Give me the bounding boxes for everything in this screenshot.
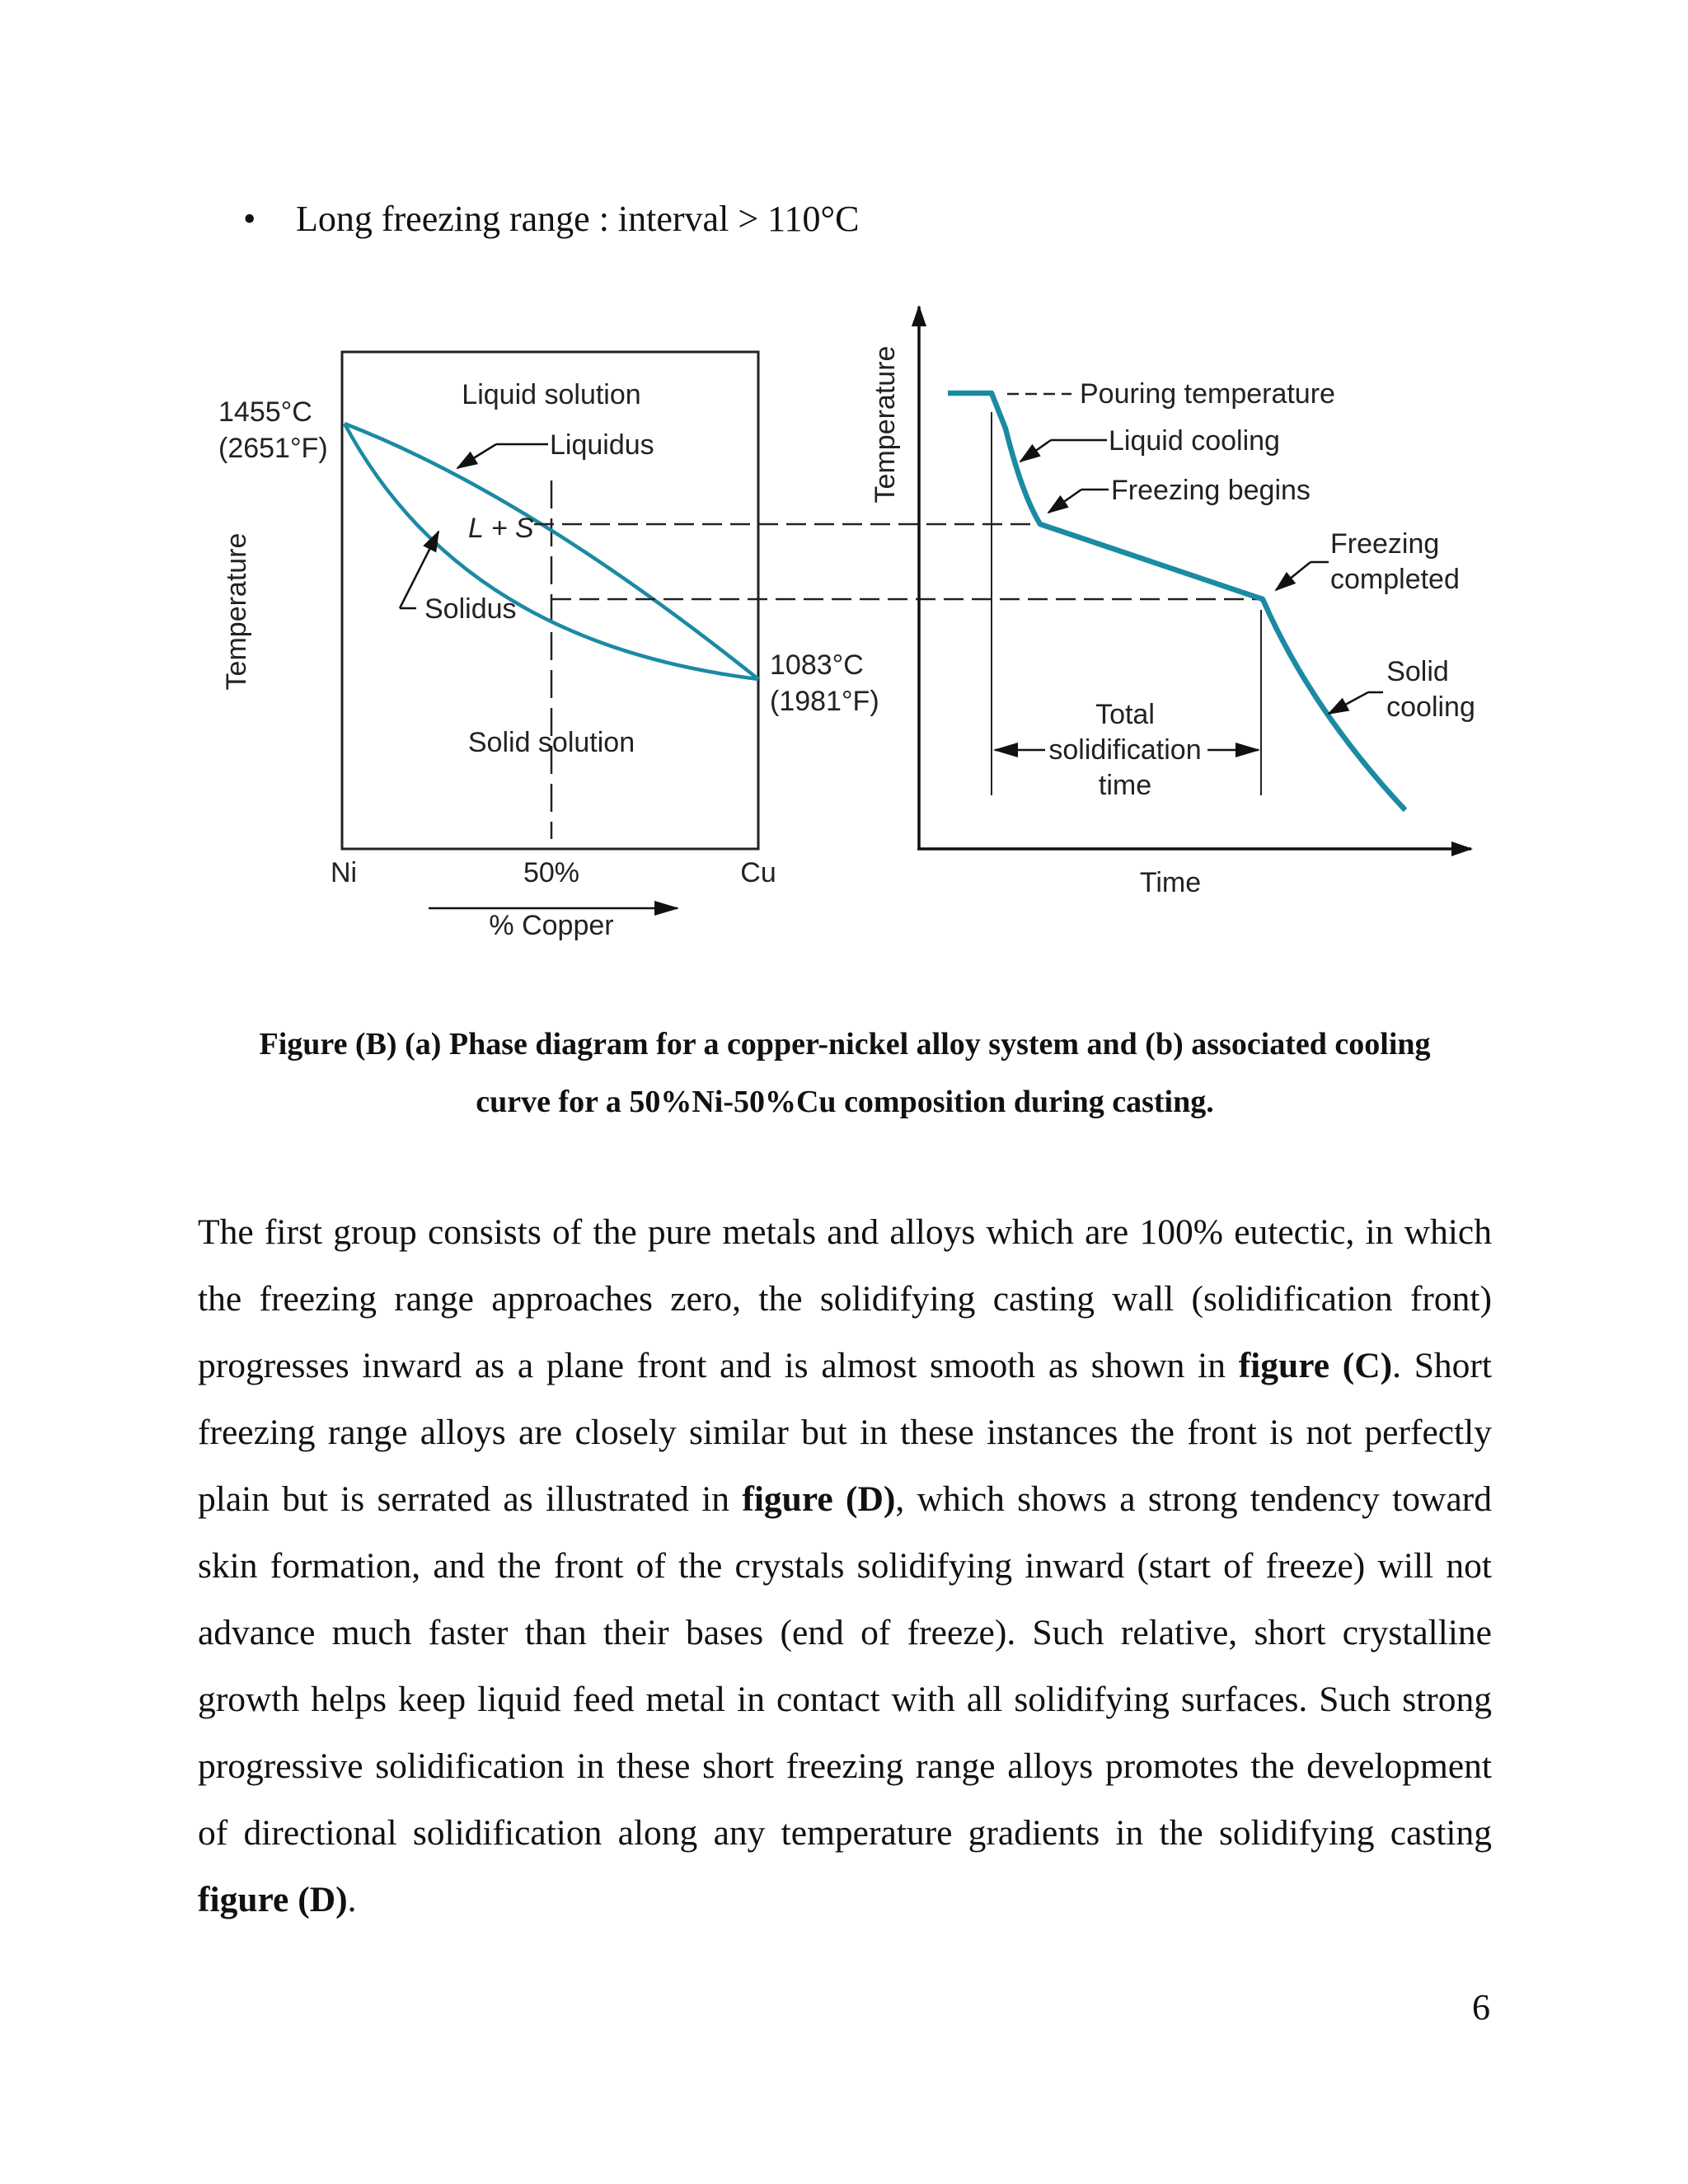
freezing-completed-line2: completed bbox=[1330, 564, 1460, 595]
liquid-solution-label: Liquid solution bbox=[462, 379, 641, 410]
pouring-temperature-label: Pouring temperature bbox=[1080, 378, 1335, 410]
cooling-x-axis-label: Time bbox=[1139, 867, 1202, 898]
body-paragraph bbox=[198, 1199, 1492, 1933]
liquid-cooling-arrow bbox=[1020, 440, 1051, 462]
liquidus-arrow bbox=[457, 444, 496, 468]
paragraph-end: . bbox=[347, 1880, 357, 1919]
phase-y-axis-label: Temperature bbox=[221, 532, 252, 691]
total-time-line1: Total bbox=[1095, 699, 1155, 730]
bullet-text: Long freezing range : interval > 110°C bbox=[296, 199, 860, 239]
caption-line-2: curve for a 50%Ni-50%Cu composition during casting. bbox=[476, 1085, 1214, 1119]
paragraph-part-3: , which shows a strong tendency toward skin formation, and the front of the crystals solidifying inward (start of freeze) will not advance much faster than their bases (end of freeze). Such relative, short crystalline growth helps keep liquid feed metal in contact with all solidifying surfaces. Such strong progressive solidification in these short freezing range alloys promotes the development of directional solidification along any temperature gradients in the solidifying casting bbox=[198, 1479, 1492, 1853]
phase-diagram bbox=[218, 352, 879, 941]
caption-line-1: Figure (B) (a) Phase diagram for a copper-nickel alloy system and (b) associated cooling bbox=[259, 1027, 1431, 1062]
freezing-begins-label: Freezing begins bbox=[1111, 475, 1311, 506]
cooling-y-axis-label: Temperature bbox=[870, 345, 901, 504]
top-temp-celsius: 1455°C bbox=[218, 396, 312, 428]
figure-b-svg bbox=[0, 0, 1688, 989]
x-tick-ni: Ni bbox=[330, 857, 358, 888]
solid-solution-label: Solid solution bbox=[467, 727, 635, 758]
solid-cooling-arrow bbox=[1329, 692, 1368, 714]
cooling-curve bbox=[870, 307, 1475, 898]
figure-d-reference-1: figure (D) bbox=[742, 1479, 896, 1519]
paragraph-part-2: . Short freezing range alloys are closely similar but in these instances the front is not perfectly plain but is serrated as illustrated in bbox=[198, 1346, 1493, 1519]
solid-cooling-line1: Solid bbox=[1386, 656, 1449, 687]
liquidus-label: Liquidus bbox=[550, 429, 654, 461]
figure-b bbox=[0, 0, 1688, 989]
two-phase-label: L + S bbox=[468, 513, 534, 544]
bottom-temp-fahrenheit: (1981°F) bbox=[770, 686, 879, 717]
top-temp-fahrenheit: (2651°F) bbox=[218, 433, 328, 464]
paragraph-part-1: The first group consists of the pure metals and alloys which are 100% eutectic, in which the freezing range approaches zero, the solidifying casting wall (solidification front) progresses inward as a plane front and is almost smooth as shown in bbox=[198, 1212, 1492, 1385]
figure-c-reference: figure (C) bbox=[1238, 1346, 1393, 1385]
freezing-begins-arrow bbox=[1048, 490, 1081, 513]
x-tick-50: 50% bbox=[523, 857, 580, 888]
solidus-label: Solidus bbox=[424, 593, 517, 625]
x-tick-cu: Cu bbox=[740, 857, 776, 888]
bullet-symbol: • bbox=[243, 199, 256, 239]
figure-d-reference-2: figure (D) bbox=[198, 1880, 348, 1919]
bottom-temp-celsius: 1083°C bbox=[770, 649, 864, 681]
liquid-cooling-label: Liquid cooling bbox=[1109, 425, 1280, 457]
total-time-line3: time bbox=[1098, 770, 1152, 801]
figure-caption bbox=[198, 1015, 1492, 1131]
freezing-completed-line1: Freezing bbox=[1330, 528, 1440, 560]
phase-x-axis-label: % Copper bbox=[489, 910, 614, 941]
page-number: 6 bbox=[1472, 1987, 1490, 2027]
solid-cooling-line2: cooling bbox=[1386, 691, 1475, 723]
total-time-line2: solidification bbox=[1048, 734, 1202, 766]
freezing-completed-arrow bbox=[1276, 562, 1311, 590]
